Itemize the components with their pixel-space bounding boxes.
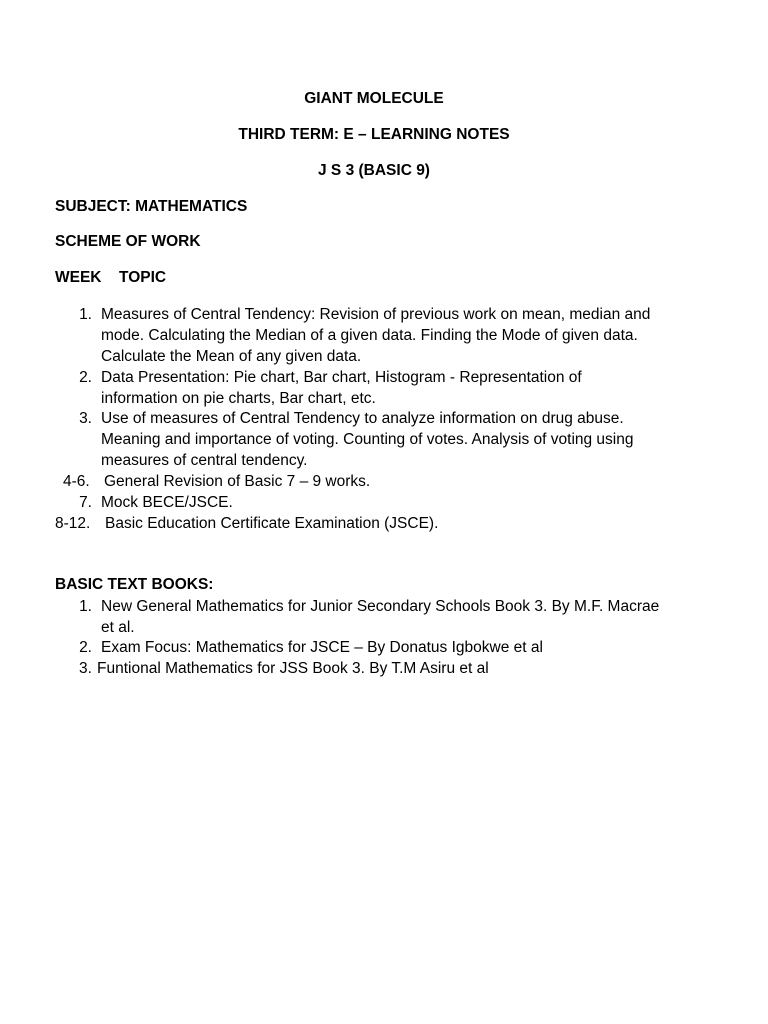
topic-line: mode. Calculating the Median of a given data. Finding the Mode of given data.: [101, 327, 638, 344]
week-number: 8-12.: [55, 515, 91, 532]
scheme-heading: SCHEME OF WORK: [55, 233, 201, 250]
topic-line: Calculate the Mean of any given data.: [101, 348, 362, 365]
topic-line: Measures of Central Tendency: Revision of previous work on mean, median and: [101, 306, 651, 323]
books-heading: BASIC TEXT BOOKS:: [55, 576, 214, 593]
week-number: 2.: [79, 369, 92, 386]
subject-heading: SUBJECT: MATHEMATICS: [55, 198, 248, 215]
topic-line: Basic Education Certificate Examination (JSCE).: [105, 515, 439, 532]
book-number: 3.: [79, 660, 92, 677]
school-name: GIANT MOLECULE: [304, 90, 444, 107]
term-title: THIRD TERM: E – LEARNING NOTES: [238, 126, 510, 143]
book-line: et al.: [101, 619, 135, 636]
topic-line: General Revision of Basic 7 – 9 works.: [104, 473, 371, 490]
week-number: 4-6.: [63, 473, 90, 490]
week-number: 1.: [79, 306, 92, 323]
topic-line: Mock BECE/JSCE.: [101, 494, 233, 511]
book-number: 1.: [79, 598, 92, 615]
class-title: J S 3 (BASIC 9): [318, 162, 430, 179]
book-line: New General Mathematics for Junior Secondary Schools Book 3. By M.F. Macrae: [101, 598, 660, 615]
topic-line: Use of measures of Central Tendency to analyze information on drug abuse.: [101, 410, 624, 427]
topic-line: information on pie charts, Bar chart, etc.: [101, 390, 376, 407]
week-number: 3.: [79, 410, 92, 427]
book-line: Exam Focus: Mathematics for JSCE – By Donatus Igbokwe et al: [101, 639, 543, 656]
book-number: 2.: [79, 639, 92, 656]
topic-line: measures of central tendency.: [101, 452, 308, 469]
topic-column-header: TOPIC: [119, 269, 167, 286]
week-number: 7.: [79, 494, 92, 511]
book-line: Funtional Mathematics for JSS Book 3. By T.M Asiru et al: [97, 660, 489, 677]
topic-line: Data Presentation: Pie chart, Bar chart, Histogram - Representation of: [101, 369, 582, 386]
week-column-header: WEEK: [55, 269, 102, 286]
topic-line: Meaning and importance of voting. Counting of votes. Analysis of voting using: [101, 431, 634, 448]
